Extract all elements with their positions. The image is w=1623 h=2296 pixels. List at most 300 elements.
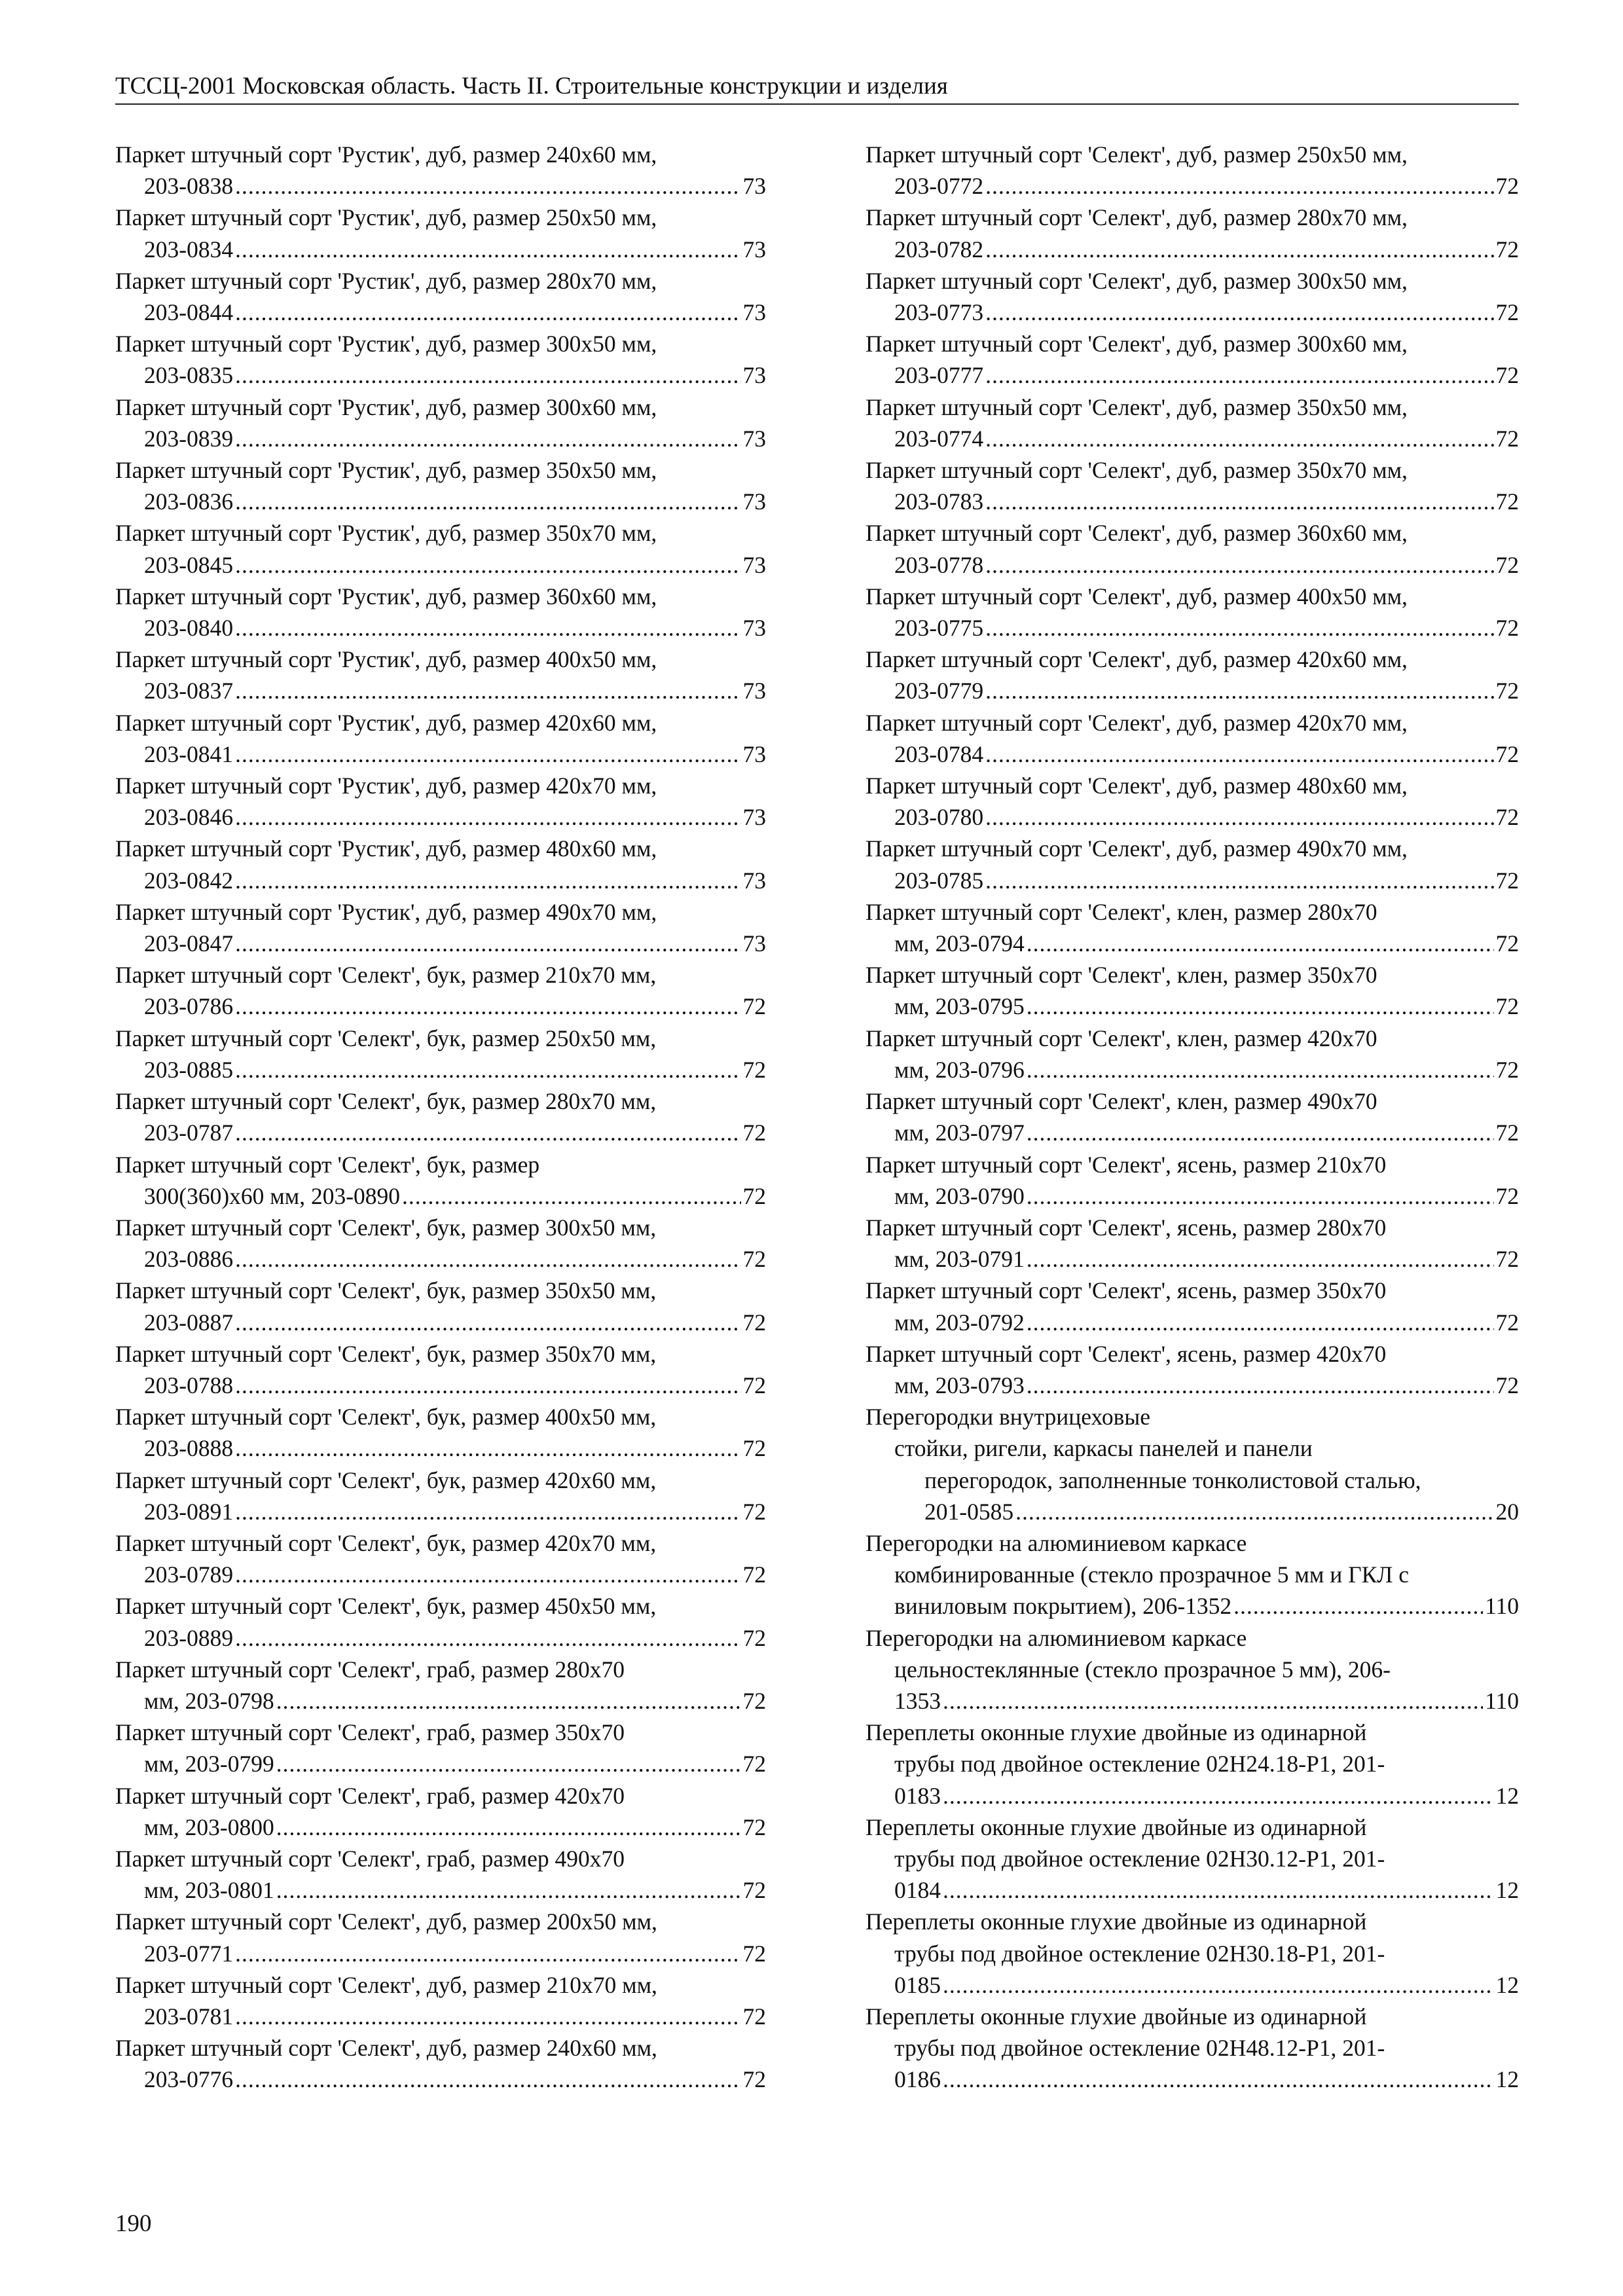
index-entry-page-ref: 72: [1495, 1182, 1519, 1209]
index-entry-text: стойки, ригели, каркасы панелей и панели: [894, 1435, 1313, 1462]
index-entry-code-line: [115, 612, 766, 644]
dot-leader: [276, 1685, 741, 1717]
index-entry-code-line: [866, 865, 1519, 896]
index-entry-code: 203-0789: [144, 1561, 234, 1588]
index-entry-text: Паркет штучный сорт 'Селект', бук, размер 420x70 мм,: [115, 1529, 657, 1556]
index-entry-page-ref: 72: [1495, 615, 1519, 642]
dot-leader: [235, 865, 740, 896]
index-entry: [866, 644, 1519, 706]
index-entry: [866, 1085, 1519, 1148]
index-entry-code: 300(360)x60 мм, 203-0890: [144, 1182, 401, 1209]
index-entry-text: Паркет штучный сорт 'Рустик', дуб, размер 240x60 мм,: [115, 141, 657, 168]
page-number: 190: [115, 2210, 152, 2237]
index-entry-text: Паркет штучный сорт 'Селект', бук, размер 450x50 мм,: [115, 1593, 657, 1620]
index-column-right: [866, 139, 1519, 2096]
index-entry-code: 203-0836: [144, 488, 234, 515]
index-entry-text: Паркет штучный сорт 'Селект', ясень, размер 420x70: [866, 1340, 1387, 1367]
index-entry-page-ref: 72: [742, 1751, 766, 1777]
index-entry-code: 0184: [894, 1877, 941, 1904]
dot-leader: [943, 1685, 1483, 1717]
index-entry: [866, 1717, 1519, 1812]
dot-leader: [235, 801, 740, 833]
index-entry-text: Паркет штучный сорт 'Рустик', дуб, размер 480x60 мм,: [115, 835, 657, 862]
index-entry-text: Паркет штучный сорт 'Селект', дуб, размер 420x70 мм,: [866, 709, 1408, 736]
index-column-left: [115, 139, 766, 2096]
dot-leader: [1027, 1243, 1494, 1275]
index-entry: [115, 581, 766, 644]
dot-leader: [235, 928, 740, 959]
index-entry-code-line: [866, 1685, 1519, 1717]
index-entry: [115, 1843, 766, 1906]
index-entry-text: Паркет штучный сорт 'Селект', ясень, размер 210x70: [866, 1151, 1387, 1178]
dot-leader: [235, 1622, 740, 1654]
index-entry-page-ref: 73: [742, 425, 766, 452]
index-entry: [866, 392, 1519, 454]
index-entry-code-line: [115, 1622, 766, 1654]
dot-leader: [1233, 1590, 1483, 1622]
index-entry-page-ref: 73: [742, 615, 766, 642]
dot-leader: [943, 1874, 1494, 1906]
index-entry-text: Переплеты оконные глухие двойные из одинарной: [866, 1908, 1367, 1935]
index-entry: [866, 1212, 1519, 1275]
index-entry: [115, 1780, 766, 1843]
index-entry-text: Паркет штучный сорт 'Селект', дуб, размер 400x50 мм,: [866, 583, 1408, 610]
index-entry-page-ref: 72: [1495, 930, 1519, 957]
index-entry-text: Паркет штучный сорт 'Рустик', дуб, размер 350x70 мм,: [115, 520, 657, 547]
index-entry-code: 203-0787: [144, 1120, 234, 1146]
index-entry-code: 203-0834: [144, 236, 234, 263]
index-entry-code-line: [115, 1180, 766, 1212]
index-entry-page-ref: 72: [1495, 488, 1519, 515]
index-entry-code-line: [866, 1780, 1519, 1812]
index-entry-code: 0185: [894, 1971, 941, 1998]
index-entry-code: мм, 203-0798: [144, 1687, 274, 1714]
index-entry-text: Паркет штучный сорт 'Селект', бук, размер: [115, 1151, 540, 1178]
index-entry-text: Паркет штучный сорт 'Селект', бук, размер 250x50 мм,: [115, 1025, 657, 1051]
index-entry: [115, 1275, 766, 1338]
index-entry-code-line: [866, 234, 1519, 265]
index-entry-code: 203-0775: [894, 615, 984, 642]
index-entry-code-line: [866, 1496, 1519, 1527]
index-entry-page-ref: 72: [1495, 1246, 1519, 1273]
index-entry-text: Паркет штучный сорт 'Селект', дуб, размер 280x70 мм,: [866, 204, 1408, 231]
index-entry-code: 0186: [894, 2066, 941, 2093]
index-entry-code: 203-0845: [144, 551, 234, 578]
index-entry: [866, 1527, 1519, 1622]
index-entry-code: мм, 203-0793: [894, 1372, 1025, 1398]
index-entry-code: 203-0837: [144, 678, 234, 704]
dot-leader: [276, 1748, 741, 1779]
index-entry-code-line: [115, 234, 766, 265]
index-entry-page-ref: 72: [742, 1561, 766, 1588]
index-entry-text: Паркет штучный сорт 'Селект', клен, размер 490x70: [866, 1088, 1377, 1115]
index-entry-code: 203-0885: [144, 1056, 234, 1083]
index-entry-page-ref: 12: [1495, 1782, 1519, 1809]
index-entry-text: Паркет штучный сорт 'Рустик', дуб, размер 420x70 мм,: [115, 773, 657, 799]
index-entry-text: перегородок, заполненные тонколистовой сталью,: [924, 1467, 1421, 1493]
index-entry: [115, 896, 766, 959]
dot-leader: [235, 1432, 740, 1464]
index-entry-page-ref: 72: [742, 1877, 766, 1904]
index-entry-text: Паркет штучный сорт 'Селект', клен, размер 350x70: [866, 962, 1377, 989]
dot-leader: [235, 2064, 740, 2095]
index-entry-code: мм, 203-0800: [144, 1813, 274, 1840]
index-entry: [866, 959, 1519, 1022]
index-entry-page-ref: 110: [1485, 1687, 1519, 1714]
dot-leader: [402, 1180, 740, 1212]
index-entry-code: мм, 203-0797: [894, 1120, 1025, 1146]
index-entry-page-ref: 72: [742, 993, 766, 1020]
index-entry-text: Паркет штучный сорт 'Селект', дуб, размер 350x50 мм,: [866, 393, 1408, 420]
index-entry-code-line: [866, 2064, 1519, 2095]
index-entry: [115, 770, 766, 833]
index-entry-page-ref: 73: [742, 488, 766, 515]
index-entry: [866, 896, 1519, 959]
index-entry-code: 203-0887: [144, 1309, 234, 1336]
index-entry-text: Паркет штучный сорт 'Селект', граб, размер 420x70: [115, 1782, 625, 1809]
index-entry-code: 203-0788: [144, 1372, 234, 1398]
index-entry-code-line: [115, 2064, 766, 2095]
index-entry: [866, 1812, 1519, 1906]
dot-leader: [235, 612, 740, 644]
dot-leader: [943, 1780, 1494, 1812]
index-entry-code-line: [866, 1370, 1519, 1401]
dot-leader: [235, 423, 740, 454]
index-entry-code-line: [866, 1590, 1519, 1622]
index-entry-text: Паркет штучный сорт 'Селект', дуб, размер 240x60 мм,: [115, 2035, 657, 2062]
index-entry-code-line: [866, 1307, 1519, 1338]
index-entry-page-ref: 12: [1495, 1971, 1519, 1998]
index-entry-text: Паркет штучный сорт 'Селект', граб, размер 280x70: [115, 1656, 625, 1683]
index-entry-code: 203-0844: [144, 299, 234, 326]
index-entry-page-ref: 72: [1495, 740, 1519, 767]
index-entry-code: 203-0783: [894, 488, 984, 515]
index-entry-text: Паркет штучный сорт 'Рустик', дуб, размер 250x50 мм,: [115, 204, 657, 231]
dot-leader: [1027, 1180, 1494, 1212]
dot-leader: [235, 359, 740, 391]
index-entry-code: 0183: [894, 1782, 941, 1809]
index-entry-page-ref: 12: [1495, 2066, 1519, 2093]
index-entry-text: Перегородки на алюминиевом каркасе: [866, 1529, 1247, 1556]
index-entry-text: трубы под двойное остекление 02Н30.12-Р1, 201-: [894, 1845, 1385, 1872]
index-entry-code-line: [115, 928, 766, 959]
index-entry-text: Перегородки на алюминиевом каркасе: [866, 1624, 1247, 1651]
dot-leader: [235, 675, 740, 706]
index-entry-code-line: [866, 1874, 1519, 1906]
index-entry: [866, 770, 1519, 833]
index-entry-text: Переплеты оконные глухие двойные из одинарной: [866, 2003, 1367, 2030]
index-entry-text: Переплеты оконные глухие двойные из одинарной: [866, 1719, 1367, 1746]
index-entry-page-ref: 72: [1495, 551, 1519, 578]
index-entry-code: 203-0835: [144, 362, 234, 389]
index-entry-page-ref: 72: [742, 1435, 766, 1462]
index-entry-code: виниловым покрытием), 206-1352: [894, 1593, 1232, 1620]
index-entry-text: трубы под двойное остекление 02Н30.18-Р1, 201-: [894, 1940, 1385, 1967]
dot-leader: [235, 234, 740, 265]
index-entry-code-line: [866, 1243, 1519, 1275]
index-entry-text: Паркет штучный сорт 'Селект', бук, размер 350x50 мм,: [115, 1277, 657, 1304]
index-entry: [115, 707, 766, 770]
dot-leader: [943, 1969, 1494, 2001]
index-entry-page-ref: 73: [742, 299, 766, 326]
index-entry-text: Паркет штучный сорт 'Селект', дуб, размер 200x50 мм,: [115, 1908, 657, 1935]
dot-leader: [276, 1874, 741, 1906]
index-entry: [115, 833, 766, 896]
index-entry: [115, 517, 766, 580]
index-entry-page-ref: 73: [742, 867, 766, 894]
index-entry-code-line: [115, 1685, 766, 1717]
index-entry-code-line: [866, 675, 1519, 706]
index-entry: [115, 1212, 766, 1275]
index-entry-page-ref: 72: [742, 1813, 766, 1840]
index-entry-code: 203-0786: [144, 993, 234, 1020]
index-entry-code: 203-0780: [894, 804, 984, 831]
index-entry-code: 203-0842: [144, 867, 234, 894]
index-entry-text: Паркет штучный сорт 'Селект', бук, размер 280x70 мм,: [115, 1088, 657, 1115]
index-entry-page-ref: 73: [742, 740, 766, 767]
dot-leader: [985, 612, 1493, 644]
index-entry-code-line: [115, 1243, 766, 1275]
index-entry: [115, 1969, 766, 2032]
index-entry-page-ref: 72: [1495, 867, 1519, 894]
index-entry-code-line: [866, 1117, 1519, 1148]
index-entry-code: 203-0841: [144, 740, 234, 767]
index-entry: [866, 2001, 1519, 2096]
index-entry: [115, 1465, 766, 1527]
index-entry-code-line: [115, 1559, 766, 1590]
dot-leader: [235, 991, 740, 1022]
index-entry-page-ref: 73: [742, 173, 766, 200]
index-entry-text: Паркет штучный сорт 'Селект', дуб, размер 360x60 мм,: [866, 520, 1408, 547]
index-entry-code: 203-0773: [894, 299, 984, 326]
index-entry-code: мм, 203-0799: [144, 1751, 274, 1777]
index-entry-code-line: [866, 991, 1519, 1022]
index-entry-code: 203-0778: [894, 551, 984, 578]
index-entry-text: Паркет штучный сорт 'Селект', дуб, размер 490x70 мм,: [866, 835, 1408, 862]
index-entry-code: 203-0839: [144, 425, 234, 452]
index-entry-page-ref: 72: [1495, 993, 1519, 1020]
index-entry: [115, 202, 766, 264]
dot-leader: [985, 738, 1493, 770]
dot-leader: [985, 801, 1493, 833]
index-entry-page-ref: 72: [742, 1940, 766, 1967]
index-entry-page-ref: 72: [742, 2066, 766, 2093]
index-entry-text: Паркет штучный сорт 'Селект', клен, размер 420x70: [866, 1025, 1377, 1051]
dot-leader: [1027, 991, 1494, 1022]
index-entry-text: цельностеклянные (стекло прозрачное 5 мм), 206-: [894, 1656, 1391, 1683]
index-entry-code-line: [115, 1432, 766, 1464]
index-entry-page-ref: 73: [742, 362, 766, 389]
index-entry-page-ref: 73: [742, 236, 766, 263]
index-entry-code-line: [115, 423, 766, 454]
index-entry-code: 203-0774: [894, 425, 984, 452]
index-entry: [866, 581, 1519, 644]
index-entry: [115, 1401, 766, 1464]
index-entry-code-line: [866, 801, 1519, 833]
dot-leader: [235, 1243, 740, 1275]
index-entry-text: Паркет штучный сорт 'Селект', бук, размер 350x70 мм,: [115, 1340, 657, 1367]
index-entry-page-ref: 73: [742, 804, 766, 831]
index-entry-text: Паркет штучный сорт 'Рустик', дуб, размер 280x70 мм,: [115, 267, 657, 294]
dot-leader: [985, 549, 1493, 581]
index-entry-code-line: [115, 1370, 766, 1401]
index-entry: [866, 1401, 1519, 1527]
dot-leader: [235, 1496, 740, 1527]
index-entry-page-ref: 72: [742, 1687, 766, 1714]
index-entry: [115, 392, 766, 454]
index-entry-text: Перегородки внутрицеховые: [866, 1404, 1150, 1430]
index-entry-code: 203-0782: [894, 236, 984, 263]
index-entry-code: 203-0772: [894, 173, 984, 200]
index-entry-code-line: [866, 1180, 1519, 1212]
index-entry-page-ref: 72: [742, 1182, 766, 1209]
index-entry-text: Паркет штучный сорт 'Селект', бук, размер 300x50 мм,: [115, 1214, 657, 1241]
index-entry-text: Паркет штучный сорт 'Рустик', дуб, размер 420x60 мм,: [115, 709, 657, 736]
index-entry: [115, 959, 766, 1022]
index-entry-code: мм, 203-0792: [894, 1309, 1025, 1336]
index-entry: [115, 644, 766, 706]
dot-leader: [985, 865, 1493, 896]
index-entry-code-line: [866, 297, 1519, 328]
index-entry-code: 203-0846: [144, 804, 234, 831]
dot-leader: [1027, 1117, 1494, 1148]
index-entry: [866, 1023, 1519, 1085]
index-entry-page-ref: 72: [1495, 1056, 1519, 1083]
running-header: ТССЦ-2001 Московская область. Часть II. Строительные конструкции и изделия: [115, 71, 1519, 105]
index-entry: [866, 139, 1519, 202]
index-entry-page-ref: 72: [1495, 173, 1519, 200]
index-entry-code: мм, 203-0801: [144, 1877, 274, 1904]
index-entry-text: Паркет штучный сорт 'Рустик', дуб, размер 300x60 мм,: [115, 393, 657, 420]
dot-leader: [235, 1117, 740, 1148]
index-entry-page-ref: 72: [1495, 1372, 1519, 1398]
index-entry-code-line: [866, 1054, 1519, 1085]
index-entry-code-line: [866, 1969, 1519, 2001]
index-entry-text: Паркет штучный сорт 'Рустик', дуб, размер 360x60 мм,: [115, 583, 657, 610]
index-entry-code: мм, 203-0791: [894, 1246, 1025, 1273]
index-entry: [115, 1085, 766, 1148]
index-entry: [115, 328, 766, 391]
index-entry: [866, 1338, 1519, 1401]
index-entry-text: Паркет штучный сорт 'Селект', граб, размер 350x70: [115, 1719, 625, 1746]
index-entry-code: 203-0891: [144, 1498, 234, 1525]
index-entry-code: 203-0785: [894, 867, 984, 894]
index-entry-code: мм, 203-0790: [894, 1182, 1025, 1209]
index-entry-text: Паркет штучный сорт 'Селект', дуб, размер 250x50 мм,: [866, 141, 1408, 168]
dot-leader: [235, 1559, 740, 1590]
dot-leader: [235, 1054, 740, 1085]
index-entry-page-ref: 73: [742, 930, 766, 957]
index-entry-code-line: [115, 738, 766, 770]
dot-leader: [235, 1370, 740, 1401]
index-entry-code-line: [866, 423, 1519, 454]
index-entry-text: Паркет штучный сорт 'Селект', дуб, размер 300x60 мм,: [866, 331, 1408, 357]
dot-leader: [235, 1307, 740, 1338]
index-entry-code-line: [866, 928, 1519, 959]
dot-leader: [985, 423, 1493, 454]
dot-leader: [235, 1938, 740, 1969]
index-entry-page-ref: 72: [742, 2003, 766, 2030]
dot-leader: [1027, 928, 1494, 959]
dot-leader: [235, 549, 740, 581]
index-entry: [866, 454, 1519, 517]
index-entry-code: 201-0585: [924, 1498, 1014, 1525]
index-entry: [115, 1023, 766, 1085]
index-entry-text: Паркет штучный сорт 'Селект', ясень, размер 350x70: [866, 1277, 1387, 1304]
index-entry: [115, 139, 766, 202]
dot-leader: [276, 1812, 741, 1843]
index-entry-page-ref: 72: [742, 1624, 766, 1651]
index-entry-text: Паркет штучный сорт 'Рустик', дуб, размер 350x50 мм,: [115, 457, 657, 484]
dot-leader: [985, 675, 1493, 706]
index-entry-text: Паркет штучный сорт 'Селект', дуб, размер 350x70 мм,: [866, 457, 1408, 484]
index-entry-code-line: [866, 359, 1519, 391]
index-entry: [115, 1338, 766, 1401]
index-entry: [115, 1906, 766, 1969]
index-entry-text: Паркет штучный сорт 'Селект', дуб, размер 420x60 мм,: [866, 646, 1408, 673]
index-entry-page-ref: 72: [1495, 236, 1519, 263]
index-entry-page-ref: 72: [742, 1372, 766, 1398]
dot-leader: [235, 486, 740, 517]
index-entry: [115, 1654, 766, 1717]
index-entry-code-line: [115, 675, 766, 706]
index-entry-code-line: [115, 865, 766, 896]
index-entry-code-line: [115, 549, 766, 581]
dot-leader: [985, 486, 1493, 517]
dot-leader: [235, 170, 740, 202]
index-entry-code: 203-0838: [144, 173, 234, 200]
dot-leader: [235, 297, 740, 328]
index-entry: [866, 202, 1519, 264]
index-entry-text: Паркет штучный сорт 'Рустик', дуб, размер 300x50 мм,: [115, 331, 657, 357]
dot-leader: [1027, 1054, 1494, 1085]
index-entry-code: мм, 203-0794: [894, 930, 1025, 957]
dot-leader: [985, 170, 1493, 202]
index-entry: [115, 1149, 766, 1212]
index-entry-page-ref: 73: [742, 678, 766, 704]
dot-leader: [1027, 1370, 1494, 1401]
index-entry-code-line: [866, 738, 1519, 770]
index-entry-code: 203-0886: [144, 1246, 234, 1273]
index-entry-code: 203-0779: [894, 678, 984, 704]
index-entry-code-line: [115, 1812, 766, 1843]
index-entry-code-line: [866, 170, 1519, 202]
index-entry-code: 203-0784: [894, 740, 984, 767]
index-entry-code: 203-0840: [144, 615, 234, 642]
index-entry-page-ref: 72: [1495, 299, 1519, 326]
index-entry: [866, 1906, 1519, 2001]
index-entry-code: 203-0771: [144, 1940, 234, 1967]
index-entry-code-line: [115, 1307, 766, 1338]
index-entry: [115, 1527, 766, 1590]
index-entry-page-ref: 110: [1485, 1593, 1519, 1620]
index-entry: [866, 1149, 1519, 1212]
index-entry-text: Паркет штучный сорт 'Селект', бук, размер 400x50 мм,: [115, 1404, 657, 1430]
index-entry-code-line: [115, 1938, 766, 1969]
index-entry-page-ref: 72: [742, 1056, 766, 1083]
index-entry-code-line: [115, 1054, 766, 1085]
index-entry-code: 1353: [894, 1687, 941, 1714]
index-entry: [866, 833, 1519, 896]
dot-leader: [943, 2064, 1494, 2095]
index-entry-code: 203-0888: [144, 1435, 234, 1462]
index-entry-page-ref: 12: [1495, 1877, 1519, 1904]
index-entry-code-line: [866, 612, 1519, 644]
index-entry-text: комбинированные (стекло прозрачное 5 мм и ГКЛ с: [894, 1561, 1409, 1588]
dot-leader: [985, 359, 1493, 391]
index-entry: [115, 1590, 766, 1653]
index-entry-code-line: [115, 1117, 766, 1148]
